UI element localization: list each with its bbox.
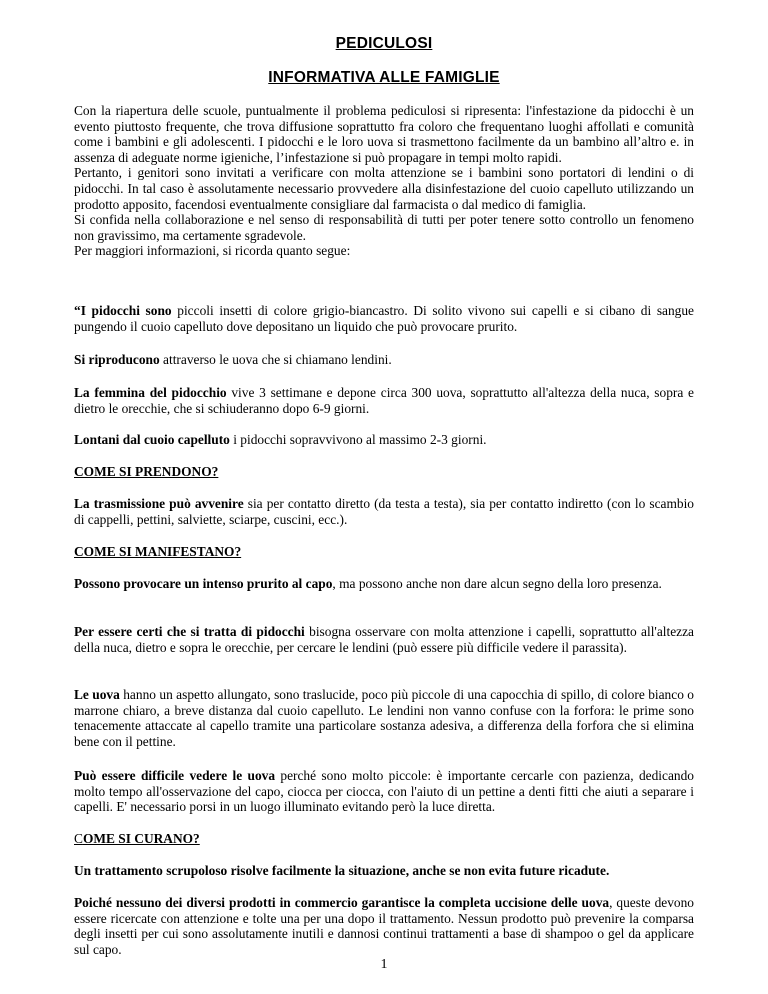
bold-paragraph: Un trattamento scrupoloso risolve facilmente la situazione, anche se non evita future ricadute. [74, 863, 610, 878]
paragraph-femmina [74, 385, 694, 416]
paragraph-text: , ma possono anche non dare alcun segno della loro presenza. [332, 576, 662, 591]
paragraph-text: bisogna osservare con molta attenzione i capelli, soprattutto all'altezza della nuca, dietro e sopra le orecchie, per cercare le lendini (può essere più difficile vedere il parassita). [74, 624, 694, 655]
paragraph-text: vive 3 settimane e depone circa 300 uova, soprattutto all'altezza della nuca, sopra e dietro le orecchie, che si schiuderanno dopo 6-9 giorni. [74, 385, 694, 416]
paragraph-lontani [74, 432, 694, 448]
bold-lead: La trasmissione può avvenire [74, 496, 244, 511]
bold-lead: Per essere certi che si tratta di pidocchi [74, 624, 305, 639]
bold-lead: “I pidocchi sono [74, 303, 172, 318]
intro-paragraph: Pertanto, i genitori sono invitati a verificare con molta attenzione se i bambini sono portatori di lendini o di pidocchi. In tal caso è assolutamente necessario provvedere alla disinfestazione del cuoio capelluto utilizzando un prodotto apposito, facendosi eventualmente consigliare dal farmacista o dal medico di famiglia. [74, 165, 694, 212]
paragraph-uova [74, 687, 694, 749]
paragraph-riproduzione [74, 352, 694, 368]
bold-lead: Lontani dal cuoio capelluto [74, 432, 230, 447]
page-title: PEDICULOSI [335, 35, 433, 52]
paragraph-trattamento [74, 863, 694, 879]
bold-lead: La femmina del pidocchio [74, 385, 227, 400]
paragraph-text: i pidocchi sopravvivono al massimo 2-3 giorni. [229, 432, 487, 447]
paragraph-text: , queste devono essere ricercate con attenzione e tolte una per una dopo il trattamento. Nessun prodotto può prevenire la comparsa degli insetti per cui sono assolutamente inutili e dannosi continui trattamenti a base di shampoo o gel da applicare sul capo. [74, 895, 695, 957]
paragraph-text: piccoli insetti di colore grigio-biancastro. Di solito vivono sui capelli e si cibano di sangue pungendo il cuoio capelluto dove depositano un liquido che può provocare prurito. [74, 303, 695, 334]
page-subtitle: INFORMATIVA ALLE FAMIGLIE [268, 69, 500, 86]
intro-section [74, 103, 694, 259]
paragraph-prodotti [74, 895, 694, 957]
paragraph-difficile [74, 768, 694, 815]
section-heading-come-si-curano [74, 831, 694, 847]
section-heading-come-si-manifestano: COME SI MANIFESTANO? [74, 544, 242, 559]
paragraph-osservare [74, 624, 694, 655]
paragraph-text: attraverso le uova che si chiamano lendini. [159, 352, 392, 367]
intro-paragraph: Per maggiori informazioni, si ricorda quanto segue: [74, 243, 351, 259]
heading-initial: C [74, 831, 83, 846]
paragraph-trasmissione [74, 496, 694, 527]
paragraph-pidocchi [74, 303, 694, 334]
paragraph-prurito [74, 576, 694, 592]
heading-rest: OME SI CURANO? [82, 831, 200, 846]
bold-lead: Si riproducono [74, 352, 160, 367]
bold-lead: Poiché nessuno dei diversi prodotti in commercio garantisce la completa uccisione delle uova [74, 895, 610, 910]
intro-paragraph: Con la riapertura delle scuole, puntualmente il problema pediculosi si ripresenta: l'infestazione da pidocchi è un evento piuttosto frequente, che trova diffusione soprattutto fra coloro che frequentano luoghi affollati e comunità come i bambini e gli adolescenti. I pidocchi e le loro uova si trasmettono facilmente da un bambino all’altro e. in assenza di adeguate norme igieniche, l’infestazione si può propagare in tempi molto rapidi. [74, 103, 694, 165]
paragraph-text: hanno un aspetto allungato, sono traslucide, poco più piccole di una capocchia di spillo, di colore bianco o marrone chiaro, a breve distanza dal cuoio capelluto. Le lendini non vanno confuse con la forfora: le prime sono tenacemente attaccate al capello tramite una particolare sostanza adesiva, a differenza della forfora che si elimina bene con il pettine. [74, 687, 694, 749]
paragraph-text: perché sono molto piccole: è importante cercarle con pazienza, dedicando molto tempo all'osservazione del capo, ciocca per ciocca, con l'aiuto di un pettine a denti fitti che aiuti a separare i capelli. E' necessario porsi in un luogo illuminato evitando però la luce diretta. [74, 768, 694, 815]
bold-lead: Possono provocare un intenso prurito al capo [74, 576, 333, 591]
bold-lead: Le uova [74, 687, 120, 702]
section-heading-come-si-prendono: COME SI PRENDONO? [74, 464, 219, 479]
bold-lead: Può essere difficile vedere le uova [74, 768, 276, 783]
paragraph-text: sia per contatto diretto (da testa a testa), sia per contatto indiretto (con lo scambio di cappelli, pettini, salviette, sciarpe, cuscini, ecc.). [74, 496, 695, 527]
page-number: 1 [380, 957, 388, 972]
intro-paragraph: Si confida nella collaborazione e nel senso di responsabilità di tutti per poter tenere sotto controllo un fenomeno non gravissimo, ma certamente sgradevole. [74, 212, 694, 243]
